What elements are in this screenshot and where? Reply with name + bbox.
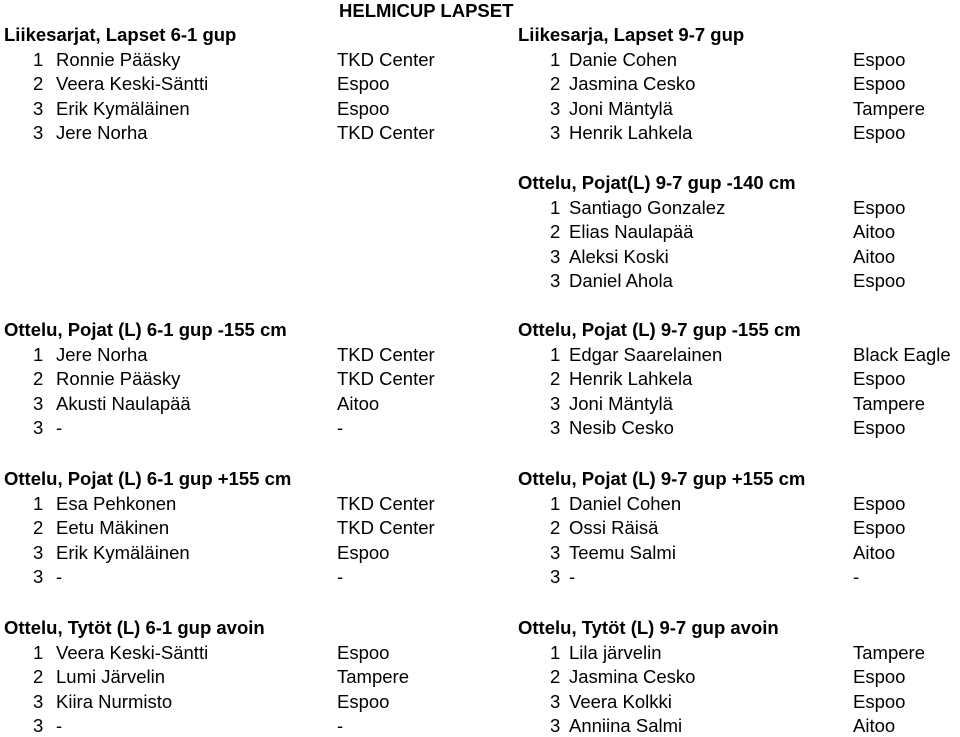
club-name: Espoo — [853, 48, 906, 70]
athlete-name: Eetu Mäkinen — [56, 517, 170, 538]
club-name: Espoo — [337, 690, 390, 712]
athlete-name: Danie Cohen — [569, 48, 677, 70]
athlete-name: Kiira Nurmisto — [56, 690, 173, 712]
placing: 1 — [33, 492, 44, 514]
club-name: - — [337, 566, 344, 587]
club-name: - — [853, 566, 860, 587]
club-name: TKD Center — [337, 517, 435, 538]
placing: 3 — [550, 245, 561, 267]
placing: 3 — [33, 417, 44, 438]
placing: 1 — [550, 48, 561, 70]
club-name: Espoo — [853, 196, 906, 218]
athlete-name: Santiago Gonzalez — [569, 196, 726, 218]
placing: 1 — [33, 48, 44, 70]
athlete-name: Ossi Räisä — [569, 517, 659, 538]
placing: 3 — [33, 566, 44, 587]
athlete-name: Erik Kymäläinen — [56, 541, 190, 563]
athlete-name: Ronnie Pääsky — [56, 368, 181, 389]
club-name: TKD Center — [337, 48, 435, 70]
placing: 2 — [33, 666, 44, 687]
club-name: Tampere — [337, 666, 409, 687]
athlete-name: Daniel Ahola — [569, 270, 673, 291]
athlete-name: Nesib Cesko — [569, 417, 674, 438]
athlete-name: Jasmina Cesko — [569, 666, 696, 687]
athlete-name: Jasmina Cesko — [569, 73, 696, 94]
section-heading: Ottelu, Pojat (L) 9-7 gup +155 cm — [518, 468, 806, 489]
club-name: Espoo — [853, 73, 906, 94]
placing: 3 — [33, 122, 44, 143]
club-name: Espoo — [853, 417, 906, 438]
club-name: Espoo — [853, 690, 906, 712]
club-name: TKD Center — [337, 343, 435, 365]
placing: 2 — [550, 221, 561, 242]
placing: 1 — [550, 343, 561, 365]
placing: 2 — [550, 73, 561, 94]
athlete-name: Esa Pehkonen — [56, 492, 177, 514]
section-heading: Ottelu, Pojat(L) 9-7 gup -140 cm — [518, 172, 796, 193]
athlete-name: Teemu Salmi — [569, 541, 676, 563]
placing: 2 — [33, 368, 44, 389]
placing: 3 — [550, 417, 561, 438]
placing: 3 — [33, 690, 44, 712]
athlete-name: - — [56, 715, 63, 736]
club-name: Aitoo — [337, 392, 380, 414]
placing: 1 — [550, 641, 561, 663]
placing: 3 — [550, 541, 561, 563]
club-name: Espoo — [337, 641, 390, 663]
athlete-name: Jere Norha — [56, 122, 148, 143]
club-name: Espoo — [337, 97, 390, 119]
placing: 2 — [33, 517, 44, 538]
athlete-name: Akusti Naulapää — [56, 392, 191, 414]
club-name: Tampere — [853, 641, 925, 663]
athlete-name: - — [56, 566, 63, 587]
club-name: Tampere — [853, 97, 925, 119]
placing: 3 — [550, 690, 561, 712]
club-name: Aitoo — [853, 221, 896, 242]
athlete-name: Henrik Lahkela — [569, 368, 693, 389]
club-name: Espoo — [853, 270, 906, 291]
placing: 3 — [33, 97, 44, 119]
athlete-name: Veera Keski-Säntti — [56, 73, 209, 94]
athlete-name: Aleksi Koski — [569, 245, 669, 267]
placing: 3 — [33, 715, 44, 736]
club-name: Aitoo — [853, 245, 896, 267]
athlete-name: Anniina Salmi — [569, 715, 683, 736]
club-name: Black Eagle — [853, 343, 951, 365]
placing: 2 — [33, 73, 44, 94]
athlete-name: Erik Kymäläinen — [56, 97, 190, 119]
athlete-name: Daniel Cohen — [569, 492, 682, 514]
athlete-name: Edgar Saarelainen — [569, 343, 723, 365]
athlete-name: - — [569, 566, 576, 587]
section-heading: Ottelu, Tytöt (L) 9-7 gup avoin — [518, 617, 779, 638]
placing: 2 — [550, 368, 561, 389]
section-heading: Ottelu, Pojat (L) 6-1 gup +155 cm — [4, 468, 292, 489]
placing: 3 — [33, 392, 44, 414]
club-name: Espoo — [853, 492, 906, 514]
club-name: Espoo — [337, 541, 390, 563]
section-heading: Ottelu, Tytöt (L) 6-1 gup avoin — [4, 617, 265, 638]
placing: 3 — [550, 715, 561, 736]
placing: 3 — [550, 270, 561, 291]
club-name: Aitoo — [853, 541, 896, 563]
club-name: Espoo — [853, 122, 906, 143]
placing: 3 — [550, 122, 561, 143]
placing: 1 — [33, 343, 44, 365]
section-heading: Liikesarja, Lapset 9-7 gup — [518, 24, 745, 45]
club-name: TKD Center — [337, 492, 435, 514]
club-name: TKD Center — [337, 368, 435, 389]
athlete-name: Elias Naulapää — [569, 221, 694, 242]
club-name: Espoo — [853, 368, 906, 389]
athlete-name: Veera Keski-Säntti — [56, 641, 209, 663]
section-heading: Liikesarjat, Lapset 6-1 gup — [4, 24, 237, 45]
athlete-name: Veera Kolkki — [569, 690, 672, 712]
athlete-name: Ronnie Pääsky — [56, 48, 181, 70]
placing: 3 — [550, 566, 561, 587]
club-name: Espoo — [337, 73, 390, 94]
club-name: Tampere — [853, 392, 925, 414]
placing: 1 — [550, 196, 561, 218]
placing: 3 — [550, 97, 561, 119]
club-name: - — [337, 715, 344, 736]
athlete-name: Lumi Järvelin — [56, 666, 165, 687]
club-name: Espoo — [853, 666, 906, 687]
section-heading: Ottelu, Pojat (L) 6-1 gup -155 cm — [4, 319, 287, 340]
placing: 3 — [33, 541, 44, 563]
placing: 3 — [550, 392, 561, 414]
club-name: TKD Center — [337, 122, 435, 143]
club-name: Espoo — [853, 517, 906, 538]
athlete-name: Joni Mäntylä — [569, 392, 673, 414]
placing: 1 — [550, 492, 561, 514]
club-name: Aitoo — [853, 715, 896, 736]
placing: 2 — [550, 517, 561, 538]
placing: 1 — [33, 641, 44, 663]
document-title: HELMICUP LAPSET — [339, 0, 514, 21]
placing: 2 — [550, 666, 561, 687]
athlete-name: Henrik Lahkela — [569, 122, 693, 143]
section-heading: Ottelu, Pojat (L) 9-7 gup -155 cm — [518, 319, 801, 340]
athlete-name: - — [56, 417, 63, 438]
athlete-name: Jere Norha — [56, 343, 148, 365]
athlete-name: Lila järvelin — [569, 641, 662, 663]
club-name: - — [337, 417, 344, 438]
athlete-name: Joni Mäntylä — [569, 97, 673, 119]
